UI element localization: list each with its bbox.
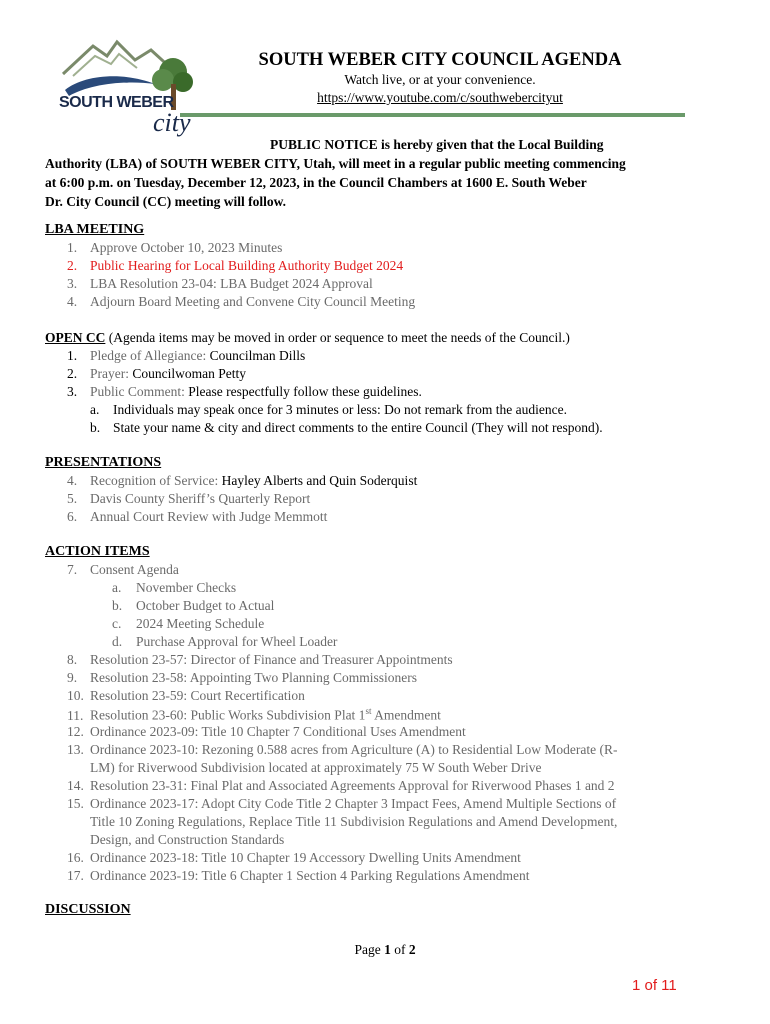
action-item[interactable]: 11. Resolution 23-60: Public Works Subdivision Plat 1st Amendment (67, 706, 441, 723)
logo-script: city (153, 108, 191, 137)
action-item[interactable]: 14. Resolution 23-31: Final Plat and Associated Agreements Approval for Riverwood Phases 1 and 2 (67, 778, 615, 793)
lba-item[interactable]: 4. Adjourn Board Meeting and Convene City Council Meeting (67, 294, 416, 309)
action-item[interactable]: 7. Consent Agenda (67, 562, 179, 577)
public-notice (45, 135, 715, 211)
header-divider (180, 113, 685, 117)
action-item-continued[interactable]: Design, and Construction Standards (90, 832, 285, 847)
action-item-continued[interactable]: LM) for Riverwood Subdivision located at approximately 75 W South Weber Drive (90, 760, 542, 775)
open-cc-item[interactable]: 1. Pledge of Allegiance: Councilman Dills (67, 348, 306, 363)
action-item[interactable]: 17. Ordinance 2023-19: Title 6 Chapter 1 Section 4 Parking Regulations Amendment (67, 868, 530, 883)
open-cc-item[interactable]: 2. Prayer: Councilwoman Petty (67, 366, 246, 381)
action-item[interactable]: 12. Ordinance 2023-09: Title 10 Chapter 7 Conditional Uses Amendment (67, 724, 466, 739)
presentation-item[interactable]: 4. Recognition of Service: Hayley Alberts and Quin Soderquist (67, 473, 418, 488)
consent-item[interactable]: a. November Checks (112, 580, 237, 595)
action-item[interactable]: 8. Resolution 23-57: Director of Finance and Treasurer Appointments (67, 652, 453, 667)
logo-wordmark: SOUTH WEBER (59, 94, 174, 111)
lba-item[interactable]: 1. Approve October 10, 2023 Minutes (67, 240, 283, 255)
consent-item[interactable]: b. October Budget to Actual (112, 598, 275, 613)
action-item[interactable]: 15. Ordinance 2023-17: Adopt City Code Title 2 Chapter 3 Impact Fees, Amend Multiple Sections of (67, 796, 617, 811)
open-cc-item[interactable]: 3. Public Comment: Please respectfully follow these guidelines. (67, 384, 422, 399)
lba-item[interactable]: 3. LBA Resolution 23-04: LBA Budget 2024 Approval (67, 276, 373, 291)
notice-line: PUBLIC NOTICE is hereby given that the Local Building (270, 137, 604, 152)
page-footer: Page 1 of 2 (354, 942, 416, 957)
action-item[interactable]: 16. Ordinance 2023-18: Title 10 Chapter 19 Accessory Dwelling Units Amendment (67, 850, 521, 865)
youtube-link[interactable]: https://www.youtube.com/c/southwebercityut (317, 90, 563, 105)
city-logo (55, 34, 205, 144)
guideline-item: b. State your name & city and direct comments to the entire Council (They will not respond). (90, 420, 603, 435)
presentations-heading: PRESENTATIONS (45, 455, 162, 470)
guideline-item: a. Individuals may speak once for 3 minutes or less: Do not remark from the audience. (90, 402, 567, 417)
open-cc-heading: OPEN CC (Agenda items may be moved in order or sequence to meet the needs of the Council.) (45, 330, 570, 345)
notice-line: Authority (LBA) of SOUTH WEBER CITY, Utah, will meet in a regular public meeting commencing (45, 156, 626, 171)
consent-item[interactable]: c. 2024 Meeting Schedule (112, 616, 265, 631)
presentation-item[interactable]: 5. Davis County Sheriff’s Quarterly Report (67, 491, 311, 506)
lba-heading: LBA MEETING (45, 222, 145, 237)
presentation-item[interactable]: 6. Annual Court Review with Judge Memmott (67, 509, 328, 524)
action-items-heading: ACTION ITEMS (45, 544, 150, 559)
action-item[interactable]: 10. Resolution 23-59: Court Recertification (67, 688, 305, 703)
notice-line: Dr. City Council (CC) meeting will follow. (45, 194, 286, 209)
notice-line: at 6:00 p.m. on Tuesday, December 12, 2023, in the Council Chambers at 1600 E. South Weber (45, 175, 587, 190)
consent-item[interactable]: d. Purchase Approval for Wheel Loader (112, 634, 338, 649)
viewer-page-count: 1 of 11 (632, 977, 677, 994)
page-title: SOUTH WEBER CITY COUNCIL AGENDA (258, 50, 622, 70)
action-item-continued[interactable]: Title 10 Zoning Regulations, Replace Title 11 Subdivision Regulations and Amend Development, (90, 814, 618, 829)
discussion-heading: DISCUSSION (45, 902, 131, 917)
action-item[interactable]: 13. Ordinance 2023-10: Rezoning 0.588 acres from Agriculture (A) to Residential Low Moderate (R- (67, 742, 618, 757)
lba-item[interactable]: 2. Public Hearing for Local Building Authority Budget 2024 (67, 258, 404, 273)
action-item[interactable]: 9. Resolution 23-58: Appointing Two Planning Commissioners (67, 670, 417, 685)
subtitle: Watch live, or at your convenience. (344, 72, 536, 87)
